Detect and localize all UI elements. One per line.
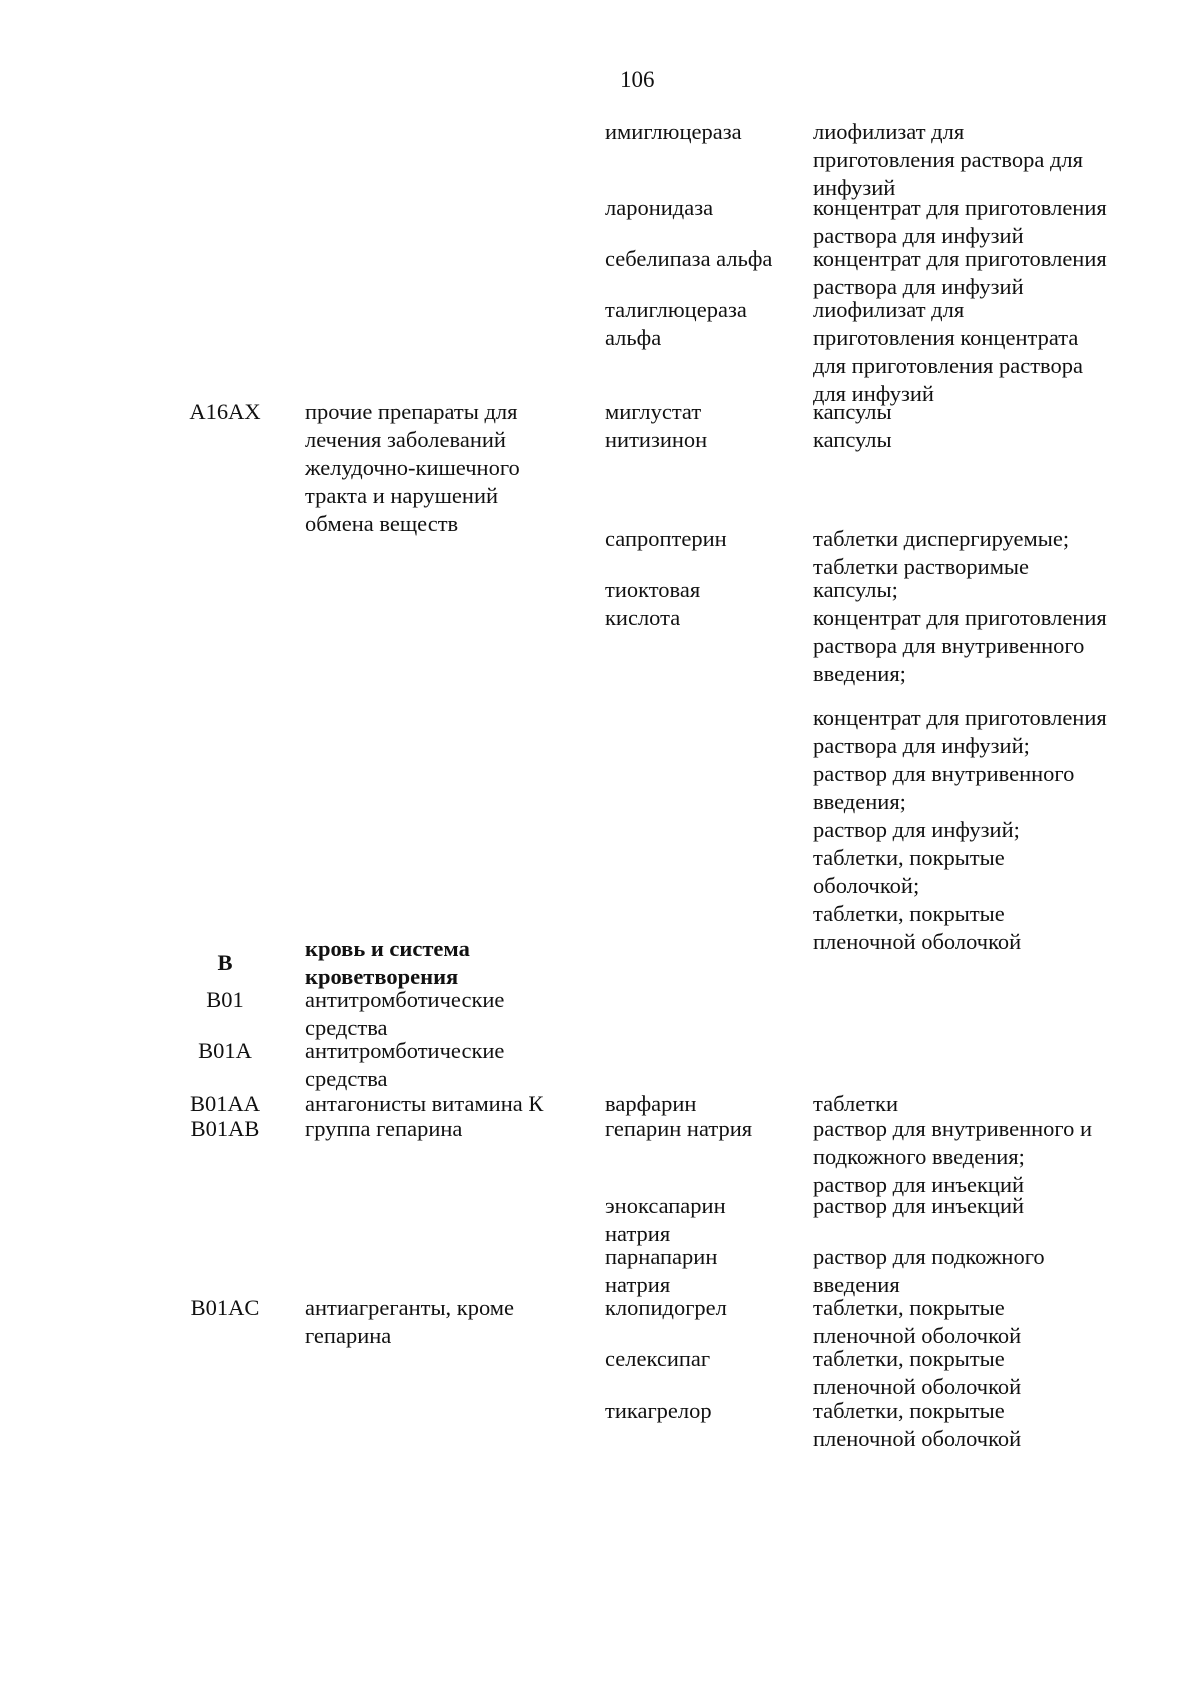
dosage-form-cell-line: для инфузий: [813, 381, 934, 406]
dosage-form-cell-line: приготовления раствора для: [813, 147, 1083, 172]
dosage-form-cell-line: капсулы: [813, 427, 892, 452]
atc-code-cell: B01: [206, 987, 244, 1012]
dosage-form-cell-line: введения: [813, 1272, 900, 1297]
drug-name-cell: [605, 1243, 810, 1299]
group-name-cell-line: тракта и нарушений: [305, 483, 499, 508]
dosage-form-cell-line: пленочной оболочкой: [813, 1426, 1022, 1451]
dosage-form-cell-line: раствор для инъекций: [813, 1193, 1025, 1218]
dosage-form-cell-line: для приготовления раствора: [813, 353, 1083, 378]
dosage-form-cell: [813, 1090, 1158, 1118]
drug-name-cell: [605, 576, 810, 632]
group-name-cell-line: антитромботические: [305, 1038, 505, 1063]
dosage-form-cell-line: раствора для инфузий: [813, 274, 1024, 299]
dosage-form-cell-line: лиофилизат для: [813, 119, 965, 144]
group-name-cell: [305, 1090, 575, 1118]
atc-code-cell: A16AX: [189, 399, 261, 424]
drug-name-cell-line: варфарин: [605, 1091, 697, 1116]
drug-name-cell-line: себелипаза альфа: [605, 246, 773, 271]
dosage-form-cell-line: таблетки, покрытые: [813, 845, 1005, 870]
drug-name-cell-line: тикагрелор: [605, 1398, 712, 1423]
dosage-form-cell-line: таблетки, покрытые: [813, 901, 1005, 926]
group-name-cell: [305, 935, 575, 991]
dosage-form-cell: [813, 576, 1158, 688]
dosage-form-cell: [813, 118, 1158, 202]
drug-name-cell-line: парнапарин: [605, 1244, 718, 1269]
group-name-cell-line: кровь и система: [305, 936, 470, 961]
atc-code-cell: B: [217, 950, 233, 975]
drug-name-cell: [605, 1115, 810, 1143]
dosage-form-cell-line: подкожного введения;: [813, 1144, 1025, 1169]
dosage-form-cell-line: раствора для инфузий: [813, 223, 1024, 248]
dosage-form-cell: [813, 1192, 1158, 1220]
dosage-form-cell-line: раствор для инфузий;: [813, 817, 1020, 842]
group-name-cell-line: антитромботические: [305, 987, 505, 1012]
dosage-form-cell-line: таблетки, покрытые: [813, 1346, 1005, 1371]
dosage-form-cell-line: раствор для внутривенного и: [813, 1116, 1093, 1141]
dosage-form-cell-line: концентрат для приготовления: [813, 246, 1107, 271]
drug-name-cell: [605, 1090, 810, 1118]
dosage-form-cell-line: раствор для инъекций: [813, 1172, 1025, 1197]
drug-name-cell: [605, 1397, 810, 1425]
drug-name-cell-line: альфа: [605, 325, 662, 350]
dosage-form-cell-line: оболочкой;: [813, 873, 920, 898]
dosage-form-cell-line: таблетки растворимые: [813, 554, 1030, 579]
group-name-cell: [305, 398, 575, 538]
group-name-cell-line: гепарина: [305, 1323, 392, 1348]
drug-name-cell: [605, 245, 810, 273]
group-name-cell: [305, 986, 575, 1042]
dosage-form-cell: [813, 398, 1158, 454]
drug-name-cell-line: селексипаг: [605, 1346, 711, 1371]
drug-name-cell-line: натрия: [605, 1221, 671, 1246]
group-name-cell-line: средства: [305, 1066, 388, 1091]
dosage-form-cell: [813, 704, 1158, 956]
dosage-form-cell: [813, 194, 1158, 250]
dosage-form-cell-line: раствор для подкожного: [813, 1244, 1045, 1269]
drug-name-cell-line: талиглюцераза: [605, 297, 747, 322]
drug-name-cell-line: нитизинон: [605, 427, 708, 452]
drug-name-cell: [605, 1345, 810, 1373]
group-name-cell-line: кроветворения: [305, 964, 459, 989]
dosage-form-cell-line: таблетки, покрытые: [813, 1398, 1005, 1423]
dosage-form-cell-line: концентрат для приготовления: [813, 605, 1107, 630]
dosage-form-cell: [813, 296, 1158, 408]
group-name-cell: [305, 1294, 575, 1350]
drug-name-cell-line: кислота: [605, 605, 681, 630]
dosage-form-cell-line: таблетки: [813, 1091, 899, 1116]
dosage-form-cell-line: таблетки, покрытые: [813, 1295, 1005, 1320]
group-name-cell-line: желудочно-кишечного: [305, 455, 520, 480]
dosage-form-cell: [813, 1115, 1158, 1199]
group-name-cell-line: прочие препараты для: [305, 399, 518, 424]
dosage-form-cell: [813, 525, 1158, 581]
atc-code-cell: B01AC: [190, 1295, 260, 1320]
drug-name-cell-line: имиглюцераза: [605, 119, 742, 144]
dosage-form-cell-line: пленочной оболочкой: [813, 1323, 1022, 1348]
group-name-cell-line: обмена веществ: [305, 511, 459, 536]
group-name-cell-line: антагонисты витамина К: [305, 1091, 544, 1116]
dosage-form-cell: [813, 1397, 1158, 1453]
atc-code-cell: B01A: [198, 1038, 252, 1063]
dosage-form-cell: [813, 1243, 1158, 1299]
drug-name-cell: [605, 194, 810, 222]
dosage-form-cell-line: введения;: [813, 661, 906, 686]
dosage-form-cell-line: раствора для внутривенного: [813, 633, 1085, 658]
drug-name-cell: [605, 1192, 810, 1248]
group-name-cell: [305, 1037, 575, 1093]
dosage-form-cell-line: введения;: [813, 789, 906, 814]
drug-name-cell-line: миглустат: [605, 399, 702, 424]
group-name-cell: [305, 1115, 575, 1143]
dosage-form-cell-line: раствор для внутривенного: [813, 761, 1075, 786]
drug-name-cell: [605, 118, 810, 146]
dosage-form-cell: [813, 245, 1158, 301]
dosage-form-cell-line: приготовления концентрата: [813, 325, 1079, 350]
drug-name-cell: [605, 296, 810, 352]
drug-name-cell: [605, 398, 810, 454]
drug-name-cell-line: сапроптерин: [605, 526, 727, 551]
dosage-form-cell-line: инфузий: [813, 175, 896, 200]
drug-name-cell-line: тиоктовая: [605, 577, 701, 602]
atc-code-cell: B01AB: [190, 1116, 260, 1141]
group-name-cell-line: антиагреганты, кроме: [305, 1295, 515, 1320]
group-name-cell-line: лечения заболеваний: [305, 427, 506, 452]
dosage-form-cell: [813, 1345, 1158, 1401]
dosage-form-cell-line: лиофилизат для: [813, 297, 965, 322]
drug-name-cell: [605, 525, 810, 553]
drug-name-cell-line: эноксапарин: [605, 1193, 726, 1218]
drug-name-cell: [605, 1294, 810, 1322]
dosage-form-cell-line: концентрат для приготовления: [813, 705, 1107, 730]
dosage-form-cell-line: капсулы;: [813, 577, 898, 602]
dosage-form-cell-line: раствора для инфузий;: [813, 733, 1030, 758]
dosage-form-cell-line: капсулы: [813, 399, 892, 424]
dosage-form-cell-line: пленочной оболочкой: [813, 1374, 1022, 1399]
drug-name-cell-line: клопидогрел: [605, 1295, 727, 1320]
drug-name-cell-line: натрия: [605, 1272, 671, 1297]
atc-code-cell: B01AA: [189, 1091, 260, 1116]
drug-name-cell-line: гепарин натрия: [605, 1116, 753, 1141]
dosage-form-cell-line: концентрат для приготовления: [813, 195, 1107, 220]
dosage-form-cell-line: пленочной оболочкой: [813, 929, 1022, 954]
group-name-cell-line: средства: [305, 1015, 388, 1040]
page-number: 106: [620, 67, 655, 92]
dosage-form-cell: [813, 1294, 1158, 1350]
group-name-cell-line: группа гепарина: [305, 1116, 463, 1141]
drug-name-cell-line: ларонидаза: [605, 195, 714, 220]
dosage-form-cell-line: таблетки диспергируемые;: [813, 526, 1070, 551]
